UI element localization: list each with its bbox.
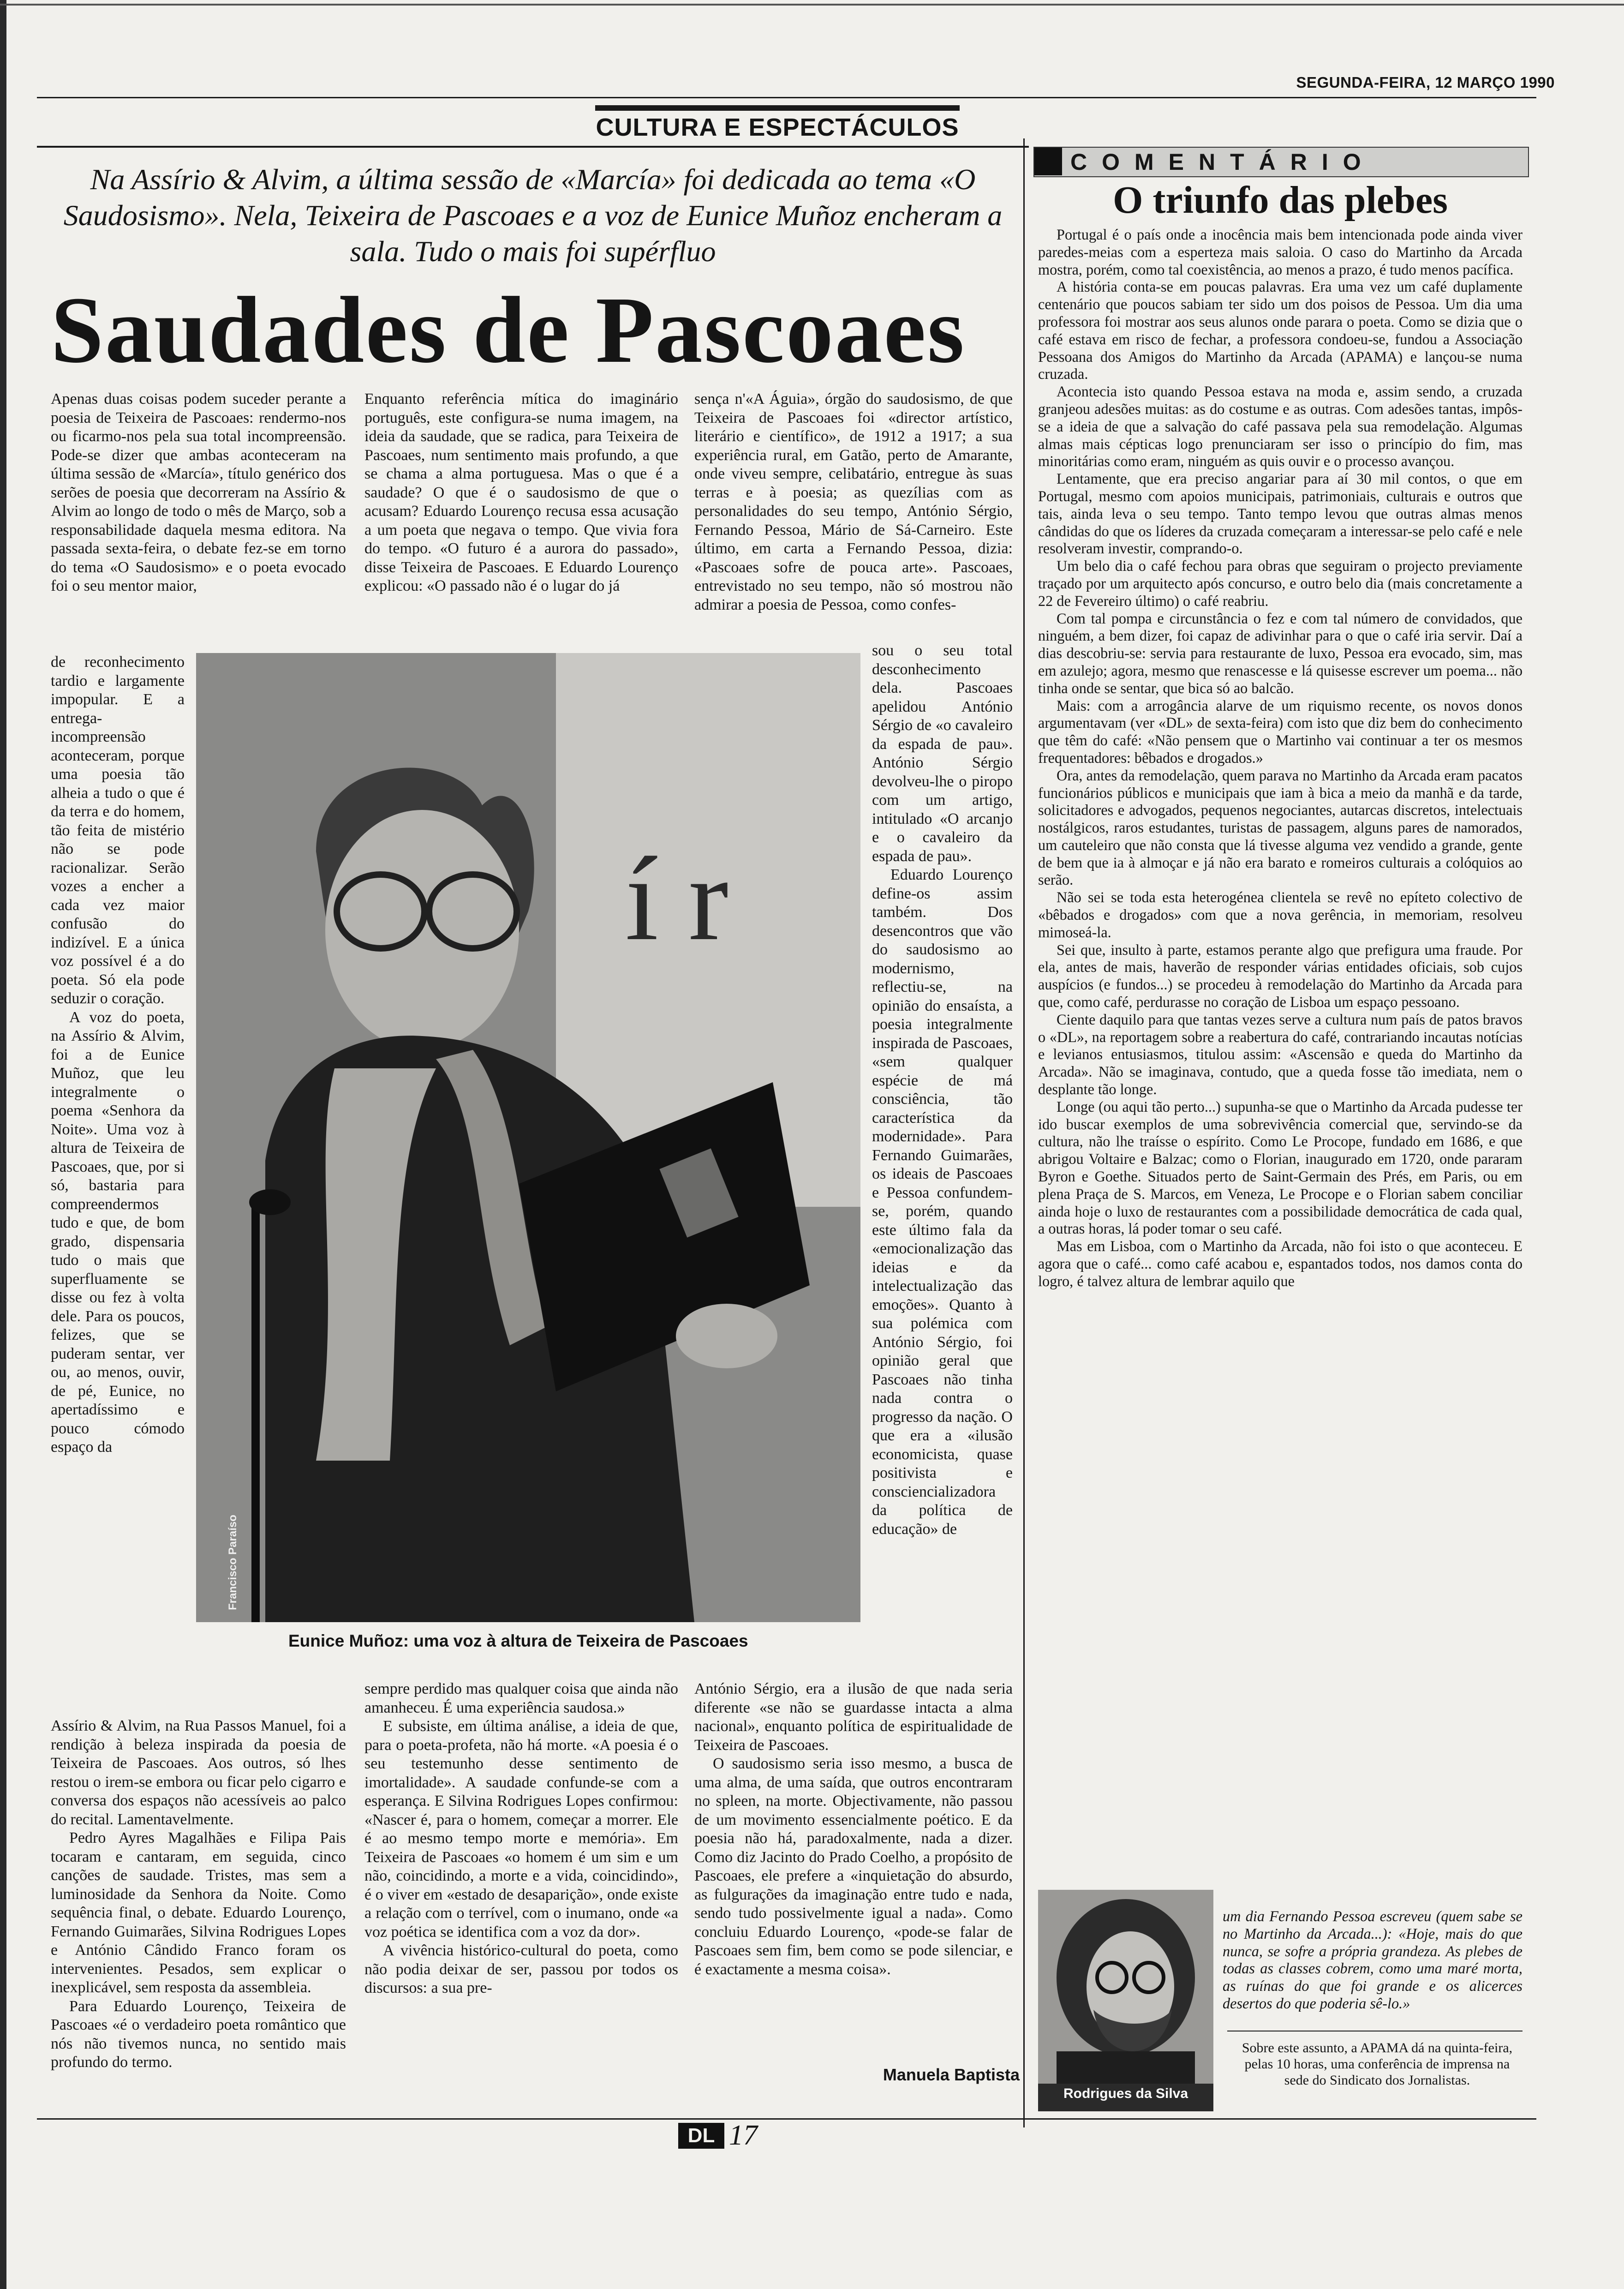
comment-paragraph: Com tal pompa e circunstância o fez e com tal número de convidados, que ninguém, a bem dizer, foi capaz de adivinhar para o que o café iria servir. Daí a dias descobriu-se: servia para restaurante de luxo, Pessoa era evocado, sim, mas em azulejo; agora, mesmo que renascesse e lá quisesse escrever um poema... não tinha onde se sentar, que bica só ao balcão. (1038, 610, 1522, 696)
article-author: Manuela Baptista (883, 2065, 1020, 2084)
scan-edge-top (0, 4, 1624, 6)
comment-paragraph: Não sei se toda esta heterogénea clientela se revê no epíteto colectivo de «bêbados e drogados» com que a nova gerência, in memoriam, resolveu mimoseá-la. (1038, 889, 1522, 941)
top-rule (37, 97, 1536, 98)
article-col2-top (364, 390, 678, 596)
comment-body (1038, 226, 1522, 1290)
article-col3-bottom (694, 1680, 1013, 1979)
article-paragraph: Assírio & Alvim, na Rua Passos Manuel, foi a rendição à beleza inspirada da poesia de Teixeira de Pascoaes. Aos outros, só lhes restou o irem-se embora ou ficar pelo cigarro e conversa dos espaços não acessíveis ao palco do recital. Lamentavelmente. (51, 1717, 346, 1828)
author-portrait (1038, 1890, 1213, 2111)
comment-paragraph: Longe (ou aqui tão perto...) supunha-se que o Martinho da Arcada pudesse ter ido buscar exemplos de uma sobrevivência comercial que, servindo-se da cultura, não lhe traísse o espírito. Como Le Procope, fundado em 1686, e que abrigou Voltaire e Balzac; como o Florian, inaugurado em 1720, onde pararam Byron e Goethe. Situados perto de Saint-Germain des Prés, em Paris, ou em plena Praça de S. Marcos, em Veneza, Le Procope e o Florian sabem conciliar ainda hoje o luxo de restaurantes com a possibilidade democrática de cada qual, a outras horas, lá poder tomar o seu café. (1038, 1098, 1522, 1237)
comment-final-paragraph (1223, 1908, 1522, 2013)
microphone-stand (251, 1207, 260, 1622)
comment-paragraph: Sei que, insulto à parte, estamos perante algo que prefigura uma fraude. Por ela, antes de mais, haverão de responder várias entidades oficiais, sob cujos auspícios (e fundos...) se procedeu à remodelação do Martinho da Arcada para que, como café, perdurasse no coração de Lisboa um espaço pessoano. (1038, 941, 1522, 1011)
comment-paragraph: Lentamente, que era preciso angariar para aí 30 mil contos, o que em Portugal, mesmo com apoios municipais, patrimoniais, culturais e outros que tais, ainda leva o seu tempo. Tanto tempo levou que outras almas menos cândidas do que os líderes da cruzada começaram a interessar-se pelo café e nele resolveram investir, comprando-o. (1038, 470, 1522, 557)
article-col2-bottom (364, 1680, 678, 1998)
portrait-caption: Rodrigues da Silva (1063, 2086, 1188, 2101)
portrait-shoulders (1057, 2051, 1195, 2084)
article-paragraph: sou o seu total desconhecimento dela. Pascoaes apelidou António Sérgio de «o cavaleiro da espada de pau». António Sérgio devolveu-lhe o piropo com um artigo, intitulado «O arcanjo e o cavaleiro da espada de pau». (872, 642, 1013, 865)
article-paragraph: E subsiste, em última análise, a ideia de que, para o poeta-profeta, não há morte. «A poesia é o seu testemunho desse sentimento de imortalidade». A saudade confunde-se com a esperança. E Silvina Rodrigues Lopes confirmou: «Nascer é, para o homem, começar a morrer. Ele é ao mesmo tempo morte e memória». Em Teixeira de Pascoaes «o homem é um sim e um não, coincidindo, a morte e a vida, coincidindo», é o viver em «estado de desaparição», onde existe a relação com o terrível, com o inumano, onde «a voz poética se identifica com a voz da dor». (364, 1718, 678, 1941)
footer-logo: DL (678, 2123, 724, 2149)
page-number: 17 (729, 2120, 758, 2151)
article-headline: Saudades de Pascoaes (51, 277, 966, 383)
comment-note-text: Sobre este assunto, a APAMA dá na quinta-feira, pelas 10 horas, uma conferência de imprensa na sede do Sindicato dos Jornalistas. (1242, 2040, 1513, 2088)
photo-image (196, 653, 860, 1622)
article-paragraph: A vivência histórico-cultural do poeta, como não podia deixar de ser, passou por todos os discursos: a sua pre- (364, 1942, 678, 1996)
section-tab (595, 105, 960, 111)
comment-paragraph: Acontecia isto quando Pessoa estava na moda e, assim sendo, a cruzada granjeou adesões muitas: as do costume e as outras. Com adesões tantas, impôs-se a ideia de que a salvação do café passava pela sua remodelação. Algumas almas mais cépticas logo prenunciaram ser isso o princípio do fim, mas minoritárias como eram, ninguém as quis ouvir e o processo avançou. (1038, 383, 1522, 470)
article-col3-narrow (872, 641, 1013, 1539)
comment-final-text: um dia Fernando Pessoa escreveu (quem sabe se no Martinho da Arcada...): «Hoje, mais do que nunca, se sofre a própria grandeza. As plebes de todas as classes cobrem, como uma maré morta, as ruínas do que foi grande e os alicerces desertos do que poderia sê-lo.» (1223, 1908, 1522, 2012)
article-paragraph: António Sérgio, era a ilusão de que nada seria diferente «se não se guardasse intacta a alma nacional», enquanto política de espiritualidade de Teixeira de Pascoaes. (694, 1680, 1013, 1754)
photo-caption: Eunice Muñoz: uma voz à altura de Teixeira de Pascoaes (288, 1631, 748, 1650)
comment-paragraph: Mais: com a arrogância alarve de um riquismo recente, os novos donos argumentavam (ver «DL» de sexta-feira) com isto que diz bem do conhecimento que têm do café: «Não pensem que o Martinho vai continuar a ter os mesmos frequentadores: bêbados e drogados.» (1038, 697, 1522, 766)
comment-banner: COMENTÁRIO (1070, 149, 1376, 175)
photo-credit: Francisco Paraíso (227, 1515, 239, 1610)
microphone (249, 1189, 291, 1215)
article-paragraph: sempre perdido mas qualquer coisa que ainda não amanheceu. É uma experiência saudosa.» (364, 1680, 678, 1716)
backdrop-letters: í r (625, 833, 728, 965)
comment-border-left (1023, 138, 1025, 2127)
date-line: SEGUNDA-FEIRA, 12 MARÇO 1990 (1296, 74, 1555, 91)
article-paragraph: Para Eduardo Lourenço, Teixeira de Pascoaes «é o verdadeiro poeta romântico que nós não tivemos nunca, no sentido mais profundo do termo. (51, 1997, 346, 2071)
article-paragraph: Pedro Ayres Magalhães e Filipa Pais tocaram e cantaram, em seguida, cinco canções de saudade. Tristes, mas sem a luminosidade da Senhora da Noite. Como sequência final, o debate. Eduardo Lourenço, Fernando Guimarães, Silvina Rodrigues Lopes e António Cândido Franco foram os intervenientes. Pesados, sem explicar o inexplicável, sem resposta da assembleia. (51, 1829, 346, 1996)
section-rule (37, 146, 1029, 148)
comment-paragraph: Ciente daquilo para que tantas vezes serve a cultura num país de patos bravos o «DL», na reportagem sobre a reabertura do café, contrariando incautas notícias e levianos entusiasmos, titulou assim: «Ascensão e queda do Martinho da Arcada». Não se imaginava, contudo, que a queda fosse tão imediata, nem o desplante tão longe. (1038, 1011, 1522, 1098)
scan-edge-left (0, 0, 6, 2289)
article-paragraph: A voz do poeta, na Assírio & Alvim, foi a de Eunice Muñoz, que leu integralmente o poema «Senhora da Noite». Uma voz à altura de Teixeira de Pascoaes, que, por si só, bastaria para compreendermos tudo e que, de bom grado, dispensaria tudo o mais que superfluamente se disse ou fez à volta dele. Para os poucos, felizes, que se puderam sentar, ver ou, ao menos, ouvir, de pé, Eunice, no apertadíssimo e pouco cómodo espaço da (51, 1008, 185, 1456)
article-paragraph: Eduardo Lourenço define-os assim também. Dos desencontros que vão do saudosismo ao modernismo, reflectiu-se, na opinião do ensaísta, a poesia integralmente inspirada de Pascoaes, «sem qualquer espécie de má consciência, tão característica da modernidade». Para Fernando Guimarães, os ideais de Pascoaes e Pessoa confundem-se, porém, quando este último fala da «emocionalização das ideias e da intelectualização das emoções». Quanto à sua polémica com António Sérgio, foi opinião geral que Pascoaes não tinha nada contra o progresso da nação. O que era a «ilusão economicista, quase positivista e consciencializadora da política de educação» de (872, 866, 1013, 1538)
hand (676, 1304, 777, 1368)
article-col1-top (51, 390, 346, 596)
article-paragraph: de reconhecimento tardio e largamente impopular. E a entrega-incompreensão aconteceram, porque uma poesia tão alheia a tudo o que é da terra e do homem, tão feita de mistério não se pode racionalizar. Serão vozes a encher a cada vez maior confusão do indizível. E a única voz possível é a do poeta. Só ela pode seduzir o coração. (51, 653, 185, 1007)
portrait-image (1038, 1890, 1213, 2084)
article-paragraph: O saudosismo seria isso mesmo, a busca de uma alma, de uma saída, que outros encontraram no spleen, na morte. Objectivamente, não passou de um movimento essencialmente poético. E da poesia não há, paradoxalmente, nada a dizer. Como diz Jacinto do Prado Coelho, a propósito de Pascoaes, ele prefere a «inquietação do absurdo, as fulgurações da imaginação entre tudo e nada, sendo tudo possivelmente igual a nada». Como concluiu Eduardo Lourenço, «pode-se falar de Pascoaes sem fim, bem como se pode silenciar, e é exactamente a mesma coisa». (694, 1755, 1013, 1978)
article-col3-top (694, 390, 1013, 614)
article-photo (196, 653, 860, 1622)
section-title: CULTURA E ESPECTÁCULOS (596, 114, 959, 141)
comment-paragraph: Mas em Lisboa, com o Martinho da Arcada, não foi isto o que aconteceu. E agora que o café... como café acabou e, espantados todos, nos damos conta do logro, é talvez altura de lembrar aquilo que (1038, 1238, 1522, 1289)
comment-paragraph: Um belo dia o café fechou para obras que seguiram o projecto previamente traçado por um arquitecto após concurso, e outro belo dia (mais concretamente a 22 de Fevereiro último) o café reabriu. (1038, 557, 1522, 609)
comment-paragraph: Portugal é o país onde a inocência mais bem intencionada pode ainda viver paredes-meias com a esperteza mais saloia. O caso do Martinho da Arcada mostra, porém, como tal coexistência, ao menos a prazo, é tudo menos pacífica. (1038, 226, 1522, 278)
article-paragraph: sença n'«A Águia», órgão do saudosismo, de que Teixeira de Pascoaes foi «director artístico, literário e científico», de 1912 a 1917; a sua experiência rural, em Gatão, perto de Amarante, onde viveu sempre, celibatário, entregue às suas terras e à poesia; as quezílias com as personalidades do seu tempo, António Sérgio, Fernando Pessoa, Mário de Sá-Carneiro. Este último, em carta a Fernando Pessoa, dizia: «Pascoaes sofre de pouca arte». Pascoaes, entrevistado no seu tempo, não só mostrou não admirar a poesia de Pessoa, como confes- (694, 390, 1013, 613)
comment-banner-square (1034, 148, 1062, 175)
comment-title: O triunfo das plebes (1113, 179, 1448, 222)
article-paragraph: Enquanto referência mítica do imaginário português, este configura-se numa imagem, na ideia da saudade, que se radica, para Teixeira de Pascoaes, num sentimento mais profundo, a que se chama a alma portuguesa. Mas o que é a saudade? O que é o saudosismo de que o acusam? Eduardo Lourenço recusa essa acusação a um poeta que negava o tempo. Que vivia fora do tempo. «O futuro é a aurora do passado», disse Teixeira de Pascoaes. E Eduardo Lourenço explicou: «O passado não é o lugar do já (364, 390, 678, 594)
comment-note (1232, 2040, 1522, 2088)
article-lead: Na Assírio & Alvim, a última sessão de «Marcía» foi dedicada ao tema «O Saudosismo». Nela, Teixeira de Pascoaes e a voz de Eunice Muñoz encheram a sala. Tudo o mais foi supérfluo (63, 163, 1003, 268)
article-col1-bottom (51, 1717, 346, 2072)
article-col1-narrow (51, 653, 185, 1457)
comment-paragraph: A história conta-se em poucas palavras. Era uma vez um café duplamente centenário que poucos sabiam ter sido um dos poisos de Pessoa. Um dia uma professora foi mostrar aos seus alunos onde parara o poeta. Como se dizia que o café estava em risco de fechar, a professora condoeu-se, fundou a Associação Pessoana dos Amigos do Martinho da Arcada (APAMA) e lançou-se numa cruzada. (1038, 278, 1522, 383)
article-paragraph: Apenas duas coisas podem suceder perante a poesia de Teixeira de Pascoaes: rendermo-nos ou ficarmo-nos pela sua total incompreensão. Pode-se dizer que ambas aconteceram na última sessão de «Marcía», título genérico dos serões de poesia que decorreram na Assírio & Alvim ao longo de todo o mês de Março, sob a responsabilidade daquela mesma editora. Na passada sexta-feira, o debate fez-se em torno do tema «O Saudosismo» e o poeta evocado foi o seu mentor maior, (51, 390, 346, 594)
comment-paragraph: Ora, antes da remodelação, quem parava no Martinho da Arcada eram pacatos funcionários públicos e municipais que iam à bica a meio da manhã e da tarde, solicitadores e advogados, pequenos negociantes, autarcas discretos, intelectuais nostálgicos, raros estudantes, turistas de passagem, alguns pares de namorados, um cauteleiro que não consta que lá tivesse alguma vez vendido a grande, gente de bem que ia à almoçar e já não era barato e romeiros culturais a colóquios ao serão. (1038, 767, 1522, 888)
bottom-rule (37, 2118, 1536, 2120)
